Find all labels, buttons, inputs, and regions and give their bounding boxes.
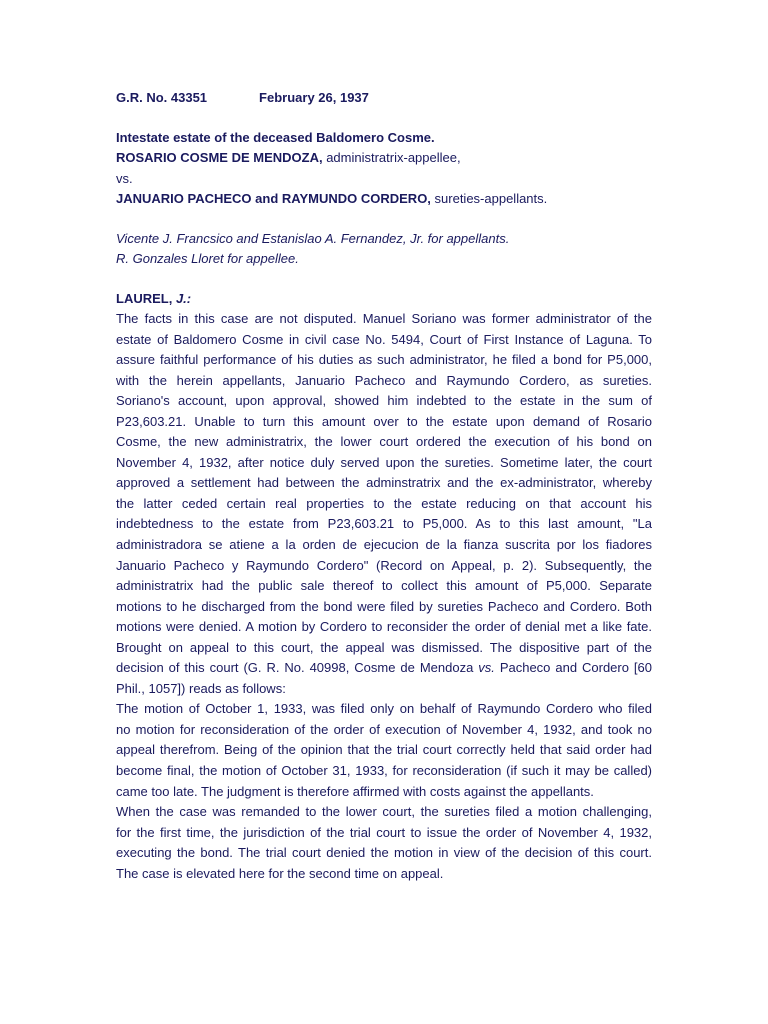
ponente <box>116 289 652 310</box>
text-line <box>116 658 652 679</box>
decision-date: February 26, 1937 <box>259 90 369 105</box>
case-title: Intestate estate of the deceased Baldomero Cosme. <box>116 129 435 145</box>
text-line: Soriano's account, upon approval, showed him indebted to the estate in the sum of <box>116 393 652 409</box>
text-line: motions to he discharged from the bond were filed by sureties Pacheco and Cordero. Both <box>116 598 652 614</box>
text-line: the latter ceded certain real properties to the estate reducing on that account his <box>116 495 652 511</box>
document-page <box>116 88 652 884</box>
case-header <box>116 88 652 109</box>
gr-number: G.R. No. 43351 <box>116 90 208 105</box>
text-line: came too late. The judgment is therefore affirmed with costs against the appellants. <box>116 783 594 799</box>
paragraph-1 <box>116 309 652 699</box>
text-line: Cosme, the new administratrix, the lower court ordered the execution of his bond on <box>116 434 652 450</box>
ponente-name: LAUREL, <box>116 290 173 306</box>
text-line: motions were denied. A motion by Cordero to reconsider the order of denial met a like fate. <box>116 619 652 635</box>
text-line: When the case was remanded to the lower court, the sureties filed a motion challenging, <box>116 804 652 820</box>
appellee-role: administratrix-appellee, <box>322 150 461 165</box>
appellee-name: ROSARIO COSME DE MENDOZA, <box>116 150 323 165</box>
appellants-role: sureties-appellants. <box>430 191 548 206</box>
text-segment: Pacheco and Cordero [60 <box>494 660 652 676</box>
text-line: The motion of October 1, 1933, was filed only on behalf of Raymundo Cordero who filed <box>116 701 652 717</box>
text-line: The case is elevated here for the second time on appeal. <box>116 865 444 881</box>
text-line: assure faithful performance of his duties as such administrator, he filed a bond for P5,000, <box>116 352 652 368</box>
text-segment: decision of this court (G. R. No. 40998, Cosme de Mendoza <box>116 660 479 676</box>
text-line: administratrix had the public sale thereof to collect this amount of P5,000. Separate <box>116 578 652 594</box>
case-caption <box>116 128 652 210</box>
ponente-title: J.: <box>172 290 192 306</box>
counsel-appellee: R. Gonzales Lloret for appellee. <box>116 251 299 266</box>
text-line: executing the bond. The trial court denied the motion in view of the decision of this court. <box>116 845 652 861</box>
text-line: estate of Baldomero Cosme in civil case No. 5494, Court of First Instance of Laguna. To <box>116 331 652 347</box>
text-line: indebtedness to the estate from P23,603.21 to P5,000. As to this last amount, "La <box>116 516 652 532</box>
text-line: administradora se atiene a la orden de ejecucion de la fianza suscrita por los fiadores <box>116 537 652 553</box>
text-line: approved a settlement had between the adminstratrix and the ex-administrator, whereby <box>116 475 652 491</box>
text-line: appeal therefrom. Being of the opinion that the trial court correctly held that said order had <box>116 742 652 758</box>
text-line: become final, the motion of October 31, 1933, for reconsideration (if such it may be called) <box>116 763 652 779</box>
paragraph-3 <box>116 802 652 884</box>
text-line: for the first time, the jurisdiction of the trial court to issue the order of November 4, 1932, <box>116 824 652 840</box>
text-line: November 4, 1932, after notice duly served upon the sureties. Sometime later, the court <box>116 454 652 470</box>
counsel-block <box>116 229 652 270</box>
appellants-line <box>116 189 652 210</box>
versus-italic: vs. <box>478 660 495 676</box>
text-line: no motion for reconsideration of the order of execution of November 4, 1932, and took no <box>116 721 652 737</box>
appellants-name: JANUARIO PACHECO and RAYMUNDO CORDERO, <box>116 191 431 206</box>
counsel-appellants: Vicente J. Francsico and Estanislao A. Fernandez, Jr. for appellants. <box>116 230 510 246</box>
text-line: Brought on appeal to this court, the appeal was dismissed. The dispositive part of the <box>116 639 652 655</box>
text-line: P23,603.21. Unable to turn this amount over to the estate upon demand of Rosario <box>116 413 652 429</box>
text-line: Januario Pacheco y Raymundo Cordero" (Record on Appeal, p. 2). Subsequently, the <box>116 557 652 573</box>
text-line: The facts in this case are not disputed. Manuel Soriano was former administrator of the <box>116 311 652 326</box>
versus-text: vs. <box>116 170 133 186</box>
text-line: with the herein appellants, Januario Pacheco and Raymundo Cordero, as sureties. <box>116 372 652 388</box>
text-line: Phil., 1057]) reads as follows: <box>116 680 286 696</box>
appellee-line <box>116 148 652 169</box>
paragraph-2 <box>116 699 652 802</box>
